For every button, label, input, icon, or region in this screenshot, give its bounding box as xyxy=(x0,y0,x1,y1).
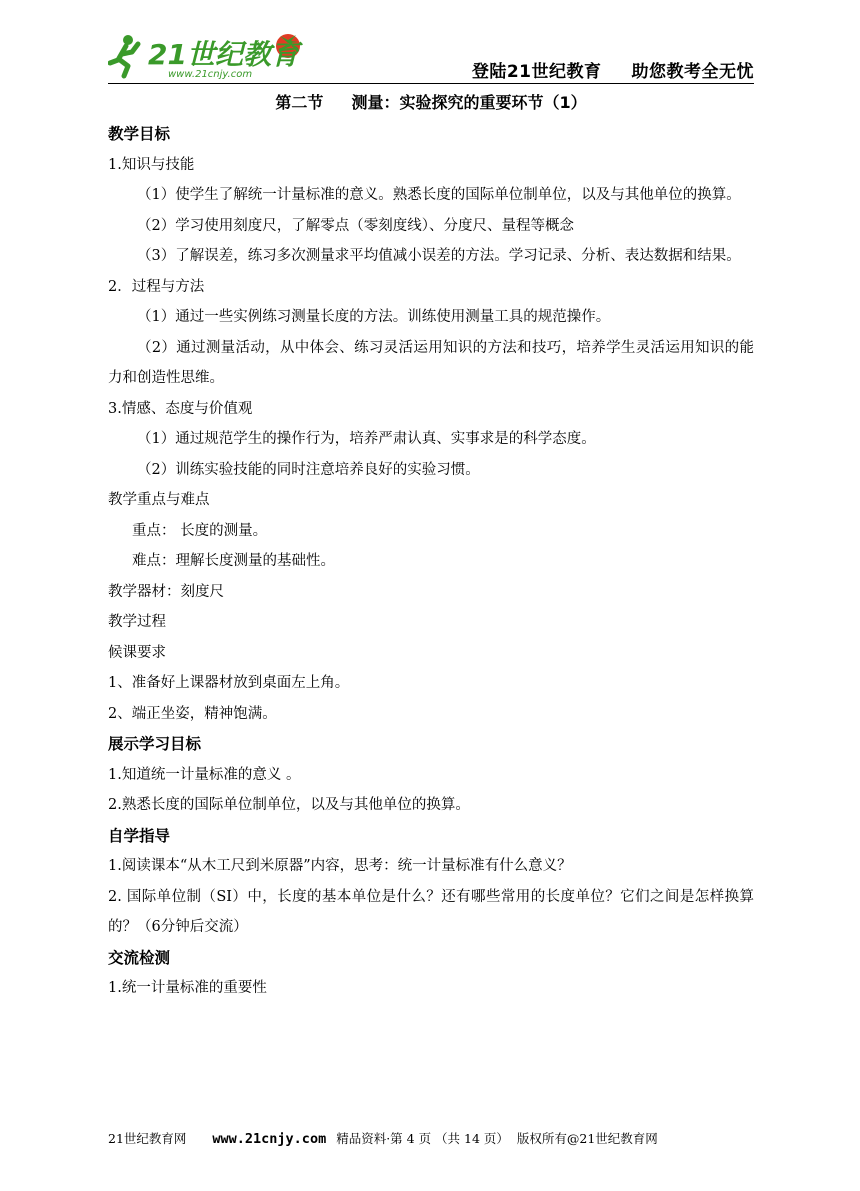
footer-url[interactable]: www.21cnjy.com xyxy=(212,1131,327,1147)
heading-focus: 教学重点与难点 xyxy=(108,492,210,508)
section-number: 第二节 xyxy=(275,93,324,112)
page-footer xyxy=(108,1129,754,1147)
difficulty-point: 难点：理解长度测量的基础性。 xyxy=(132,553,335,569)
goal-item-1: 1.知道统一计量标准的意义 。 xyxy=(108,766,301,783)
site-logo xyxy=(108,30,308,80)
header-login-text: 登陆21世纪教育 xyxy=(471,62,602,82)
page-title xyxy=(108,86,754,119)
objective-knowledge-3: （3）了解误差，练习多次测量求平均值减小误差的方法。学习记录、分析、表达数据和结果。 xyxy=(137,248,741,264)
self-study-item-1: 1.阅读课本“从木工尺到米原器”内容，思考：统一计量标准有什么意义？ xyxy=(108,858,572,874)
document-body xyxy=(108,86,754,1004)
header-slogan xyxy=(472,57,754,82)
objective-attitude: 3.情感、态度与价值观 xyxy=(108,400,253,417)
heading-check: 交流检测 xyxy=(108,948,171,967)
footer-page-info: 精品资料·第 4 页 （共 14 页） xyxy=(336,1131,509,1146)
teaching-equipment: 教学器材：刻度尺 xyxy=(108,583,224,600)
section-topic: 测量：实验探究的重要环节（1） xyxy=(351,93,587,112)
logo-text: 21世纪教育 xyxy=(148,38,299,71)
objective-knowledge-1: （1）使学生了解统一计量标准的意义。熟悉长度的国际单位制单位，以及与其他单位的换算。 xyxy=(137,187,741,203)
heading-objectives: 教学目标 xyxy=(108,125,171,143)
runner-icon xyxy=(110,35,138,76)
objective-process-1: （1）通过一些实例练习测量长度的方法。训练使用测量工具的规范操作。 xyxy=(137,309,611,325)
objective-knowledge: 1.知识与技能 xyxy=(108,156,195,173)
check-item-1: 1.统一计量标准的重要性 xyxy=(108,980,267,996)
objective-process: 2．过程与方法 xyxy=(108,278,205,295)
objective-attitude-1: （1）通过规范学生的操作行为，培养严肃认真、实事求是的科学态度。 xyxy=(137,431,596,447)
objective-process-2: （2）通过测量活动，从中体会、练习灵活运用知识的方法和技巧，培养学生灵活运用知识的能力和创造性思维。 xyxy=(108,339,754,386)
header-motto-text: 助您教考全无忧 xyxy=(631,62,754,82)
heading-show-goals: 展示学习目标 xyxy=(108,735,202,753)
waiting-item-1: 1、准备好上课器材放到桌面左上角。 xyxy=(108,675,350,691)
logo-url: www.21cnjy.com xyxy=(168,69,253,80)
heading-waiting: 候课要求 xyxy=(108,644,166,661)
goal-item-2: 2.熟悉长度的国际单位制单位，以及与其他单位的换算。 xyxy=(108,797,470,813)
objective-knowledge-2: （2）学习使用刻度尺，了解零点（零刻度线）、分度尺、量程等概念 xyxy=(137,217,574,234)
self-study-item-2: 2. 国际单位制（SI）中，长度的基本单位是什么？还有哪些常用的长度单位？它们之间是怎样换算的？（6分钟后交流） xyxy=(108,888,754,935)
heading-process: 教学过程 xyxy=(108,614,166,630)
footer-site: 21世纪教育网 xyxy=(108,1131,187,1146)
waiting-item-2: 2、端正坐姿，精神饱满。 xyxy=(108,705,277,722)
header-divider xyxy=(108,83,754,84)
focus-point: 重点： 长度的测量。 xyxy=(132,522,268,539)
heading-self-study: 自学指导 xyxy=(108,826,171,845)
objective-attitude-2: （2）训练实验技能的同时注意培养良好的实验习惯。 xyxy=(137,461,480,478)
footer-copyright: 版权所有@21世纪教育网 xyxy=(516,1131,658,1146)
